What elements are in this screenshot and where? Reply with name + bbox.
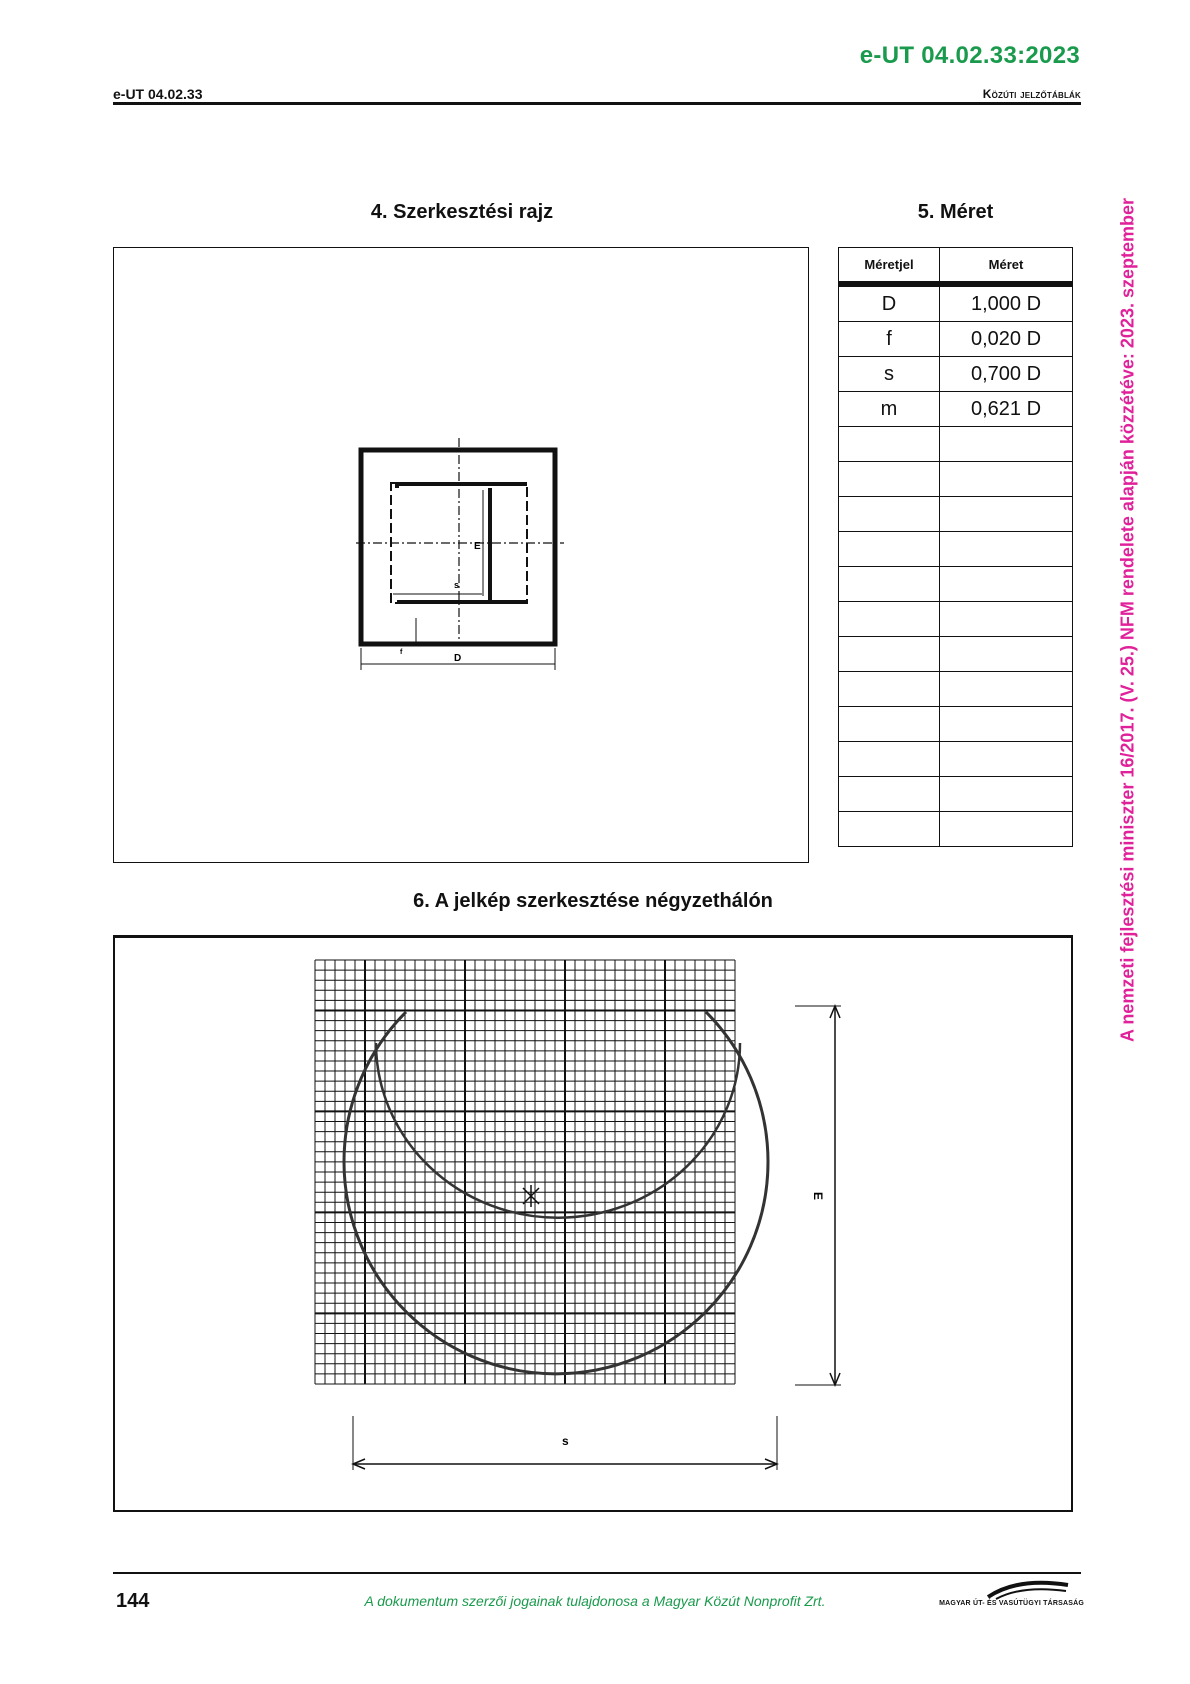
header-right-label: Közúti jelzőtáblák — [982, 87, 1081, 101]
table-row — [839, 637, 1073, 672]
construction-drawing — [114, 248, 810, 864]
table-row — [839, 602, 1073, 637]
publication-note: A nemzeti fejlesztési miniszter 16/2017. (V. 25.) NFM rendelete alapján közzétéve: 2023. szeptember — [1117, 197, 1138, 1043]
header-left-label: e-UT 04.02.33 — [113, 86, 203, 102]
grid-label-s: s — [562, 1434, 569, 1448]
section4-title: 4. Szerkesztési rajz — [370, 201, 554, 223]
table-row — [839, 532, 1073, 567]
table-row — [839, 777, 1073, 812]
header-rule — [113, 102, 1081, 105]
table-row — [839, 672, 1073, 707]
table-row — [839, 497, 1073, 532]
drawing-label-s: s — [454, 580, 460, 590]
column-header-value: Méret — [940, 248, 1073, 285]
table-row — [839, 462, 1073, 497]
table-row — [839, 427, 1073, 462]
outer-arc — [344, 1012, 768, 1374]
table-row: s 0,700 D — [839, 357, 1073, 392]
section5-title: 5. Méret — [917, 201, 994, 223]
drawing-label-d: D — [454, 653, 462, 664]
drawing-label-e: E — [474, 541, 481, 552]
grid-label-e: E — [811, 1192, 825, 1201]
copyright-notice: A dokumentum szerzői jogainak tulajdonosa a Magyar Közút Nonprofit Zrt. — [364, 1593, 826, 1609]
table-row — [839, 812, 1073, 847]
document-code: e-UT 04.02.33:2023 — [859, 42, 1080, 69]
publisher-logo-icon — [938, 1575, 1084, 1615]
footer-rule — [113, 1572, 1081, 1574]
drawing-label-f: f — [400, 649, 403, 656]
table-row: D 1,000 D — [839, 284, 1073, 322]
grid-construction-panel — [113, 935, 1073, 1512]
table-row — [839, 567, 1073, 602]
table-row: f 0,020 D — [839, 322, 1073, 357]
page-number: 144 — [116, 1590, 150, 1612]
construction-drawing-panel — [113, 247, 809, 863]
section6-title: 6. A jelkép szerkesztése négyzethálón — [413, 890, 773, 912]
table-row — [839, 707, 1073, 742]
dimensions-table — [838, 247, 1073, 847]
column-header-symbol: Méretjel — [839, 248, 940, 285]
table-row: m 0,621 D — [839, 392, 1073, 427]
publisher-name: MAGYAR ÚT- ÉS VASÚTÜGYI TÁRSASÁG — [939, 1600, 1084, 1607]
table-row — [839, 742, 1073, 777]
square-grid — [315, 960, 735, 1384]
grid-construction-drawing — [115, 938, 1071, 1510]
